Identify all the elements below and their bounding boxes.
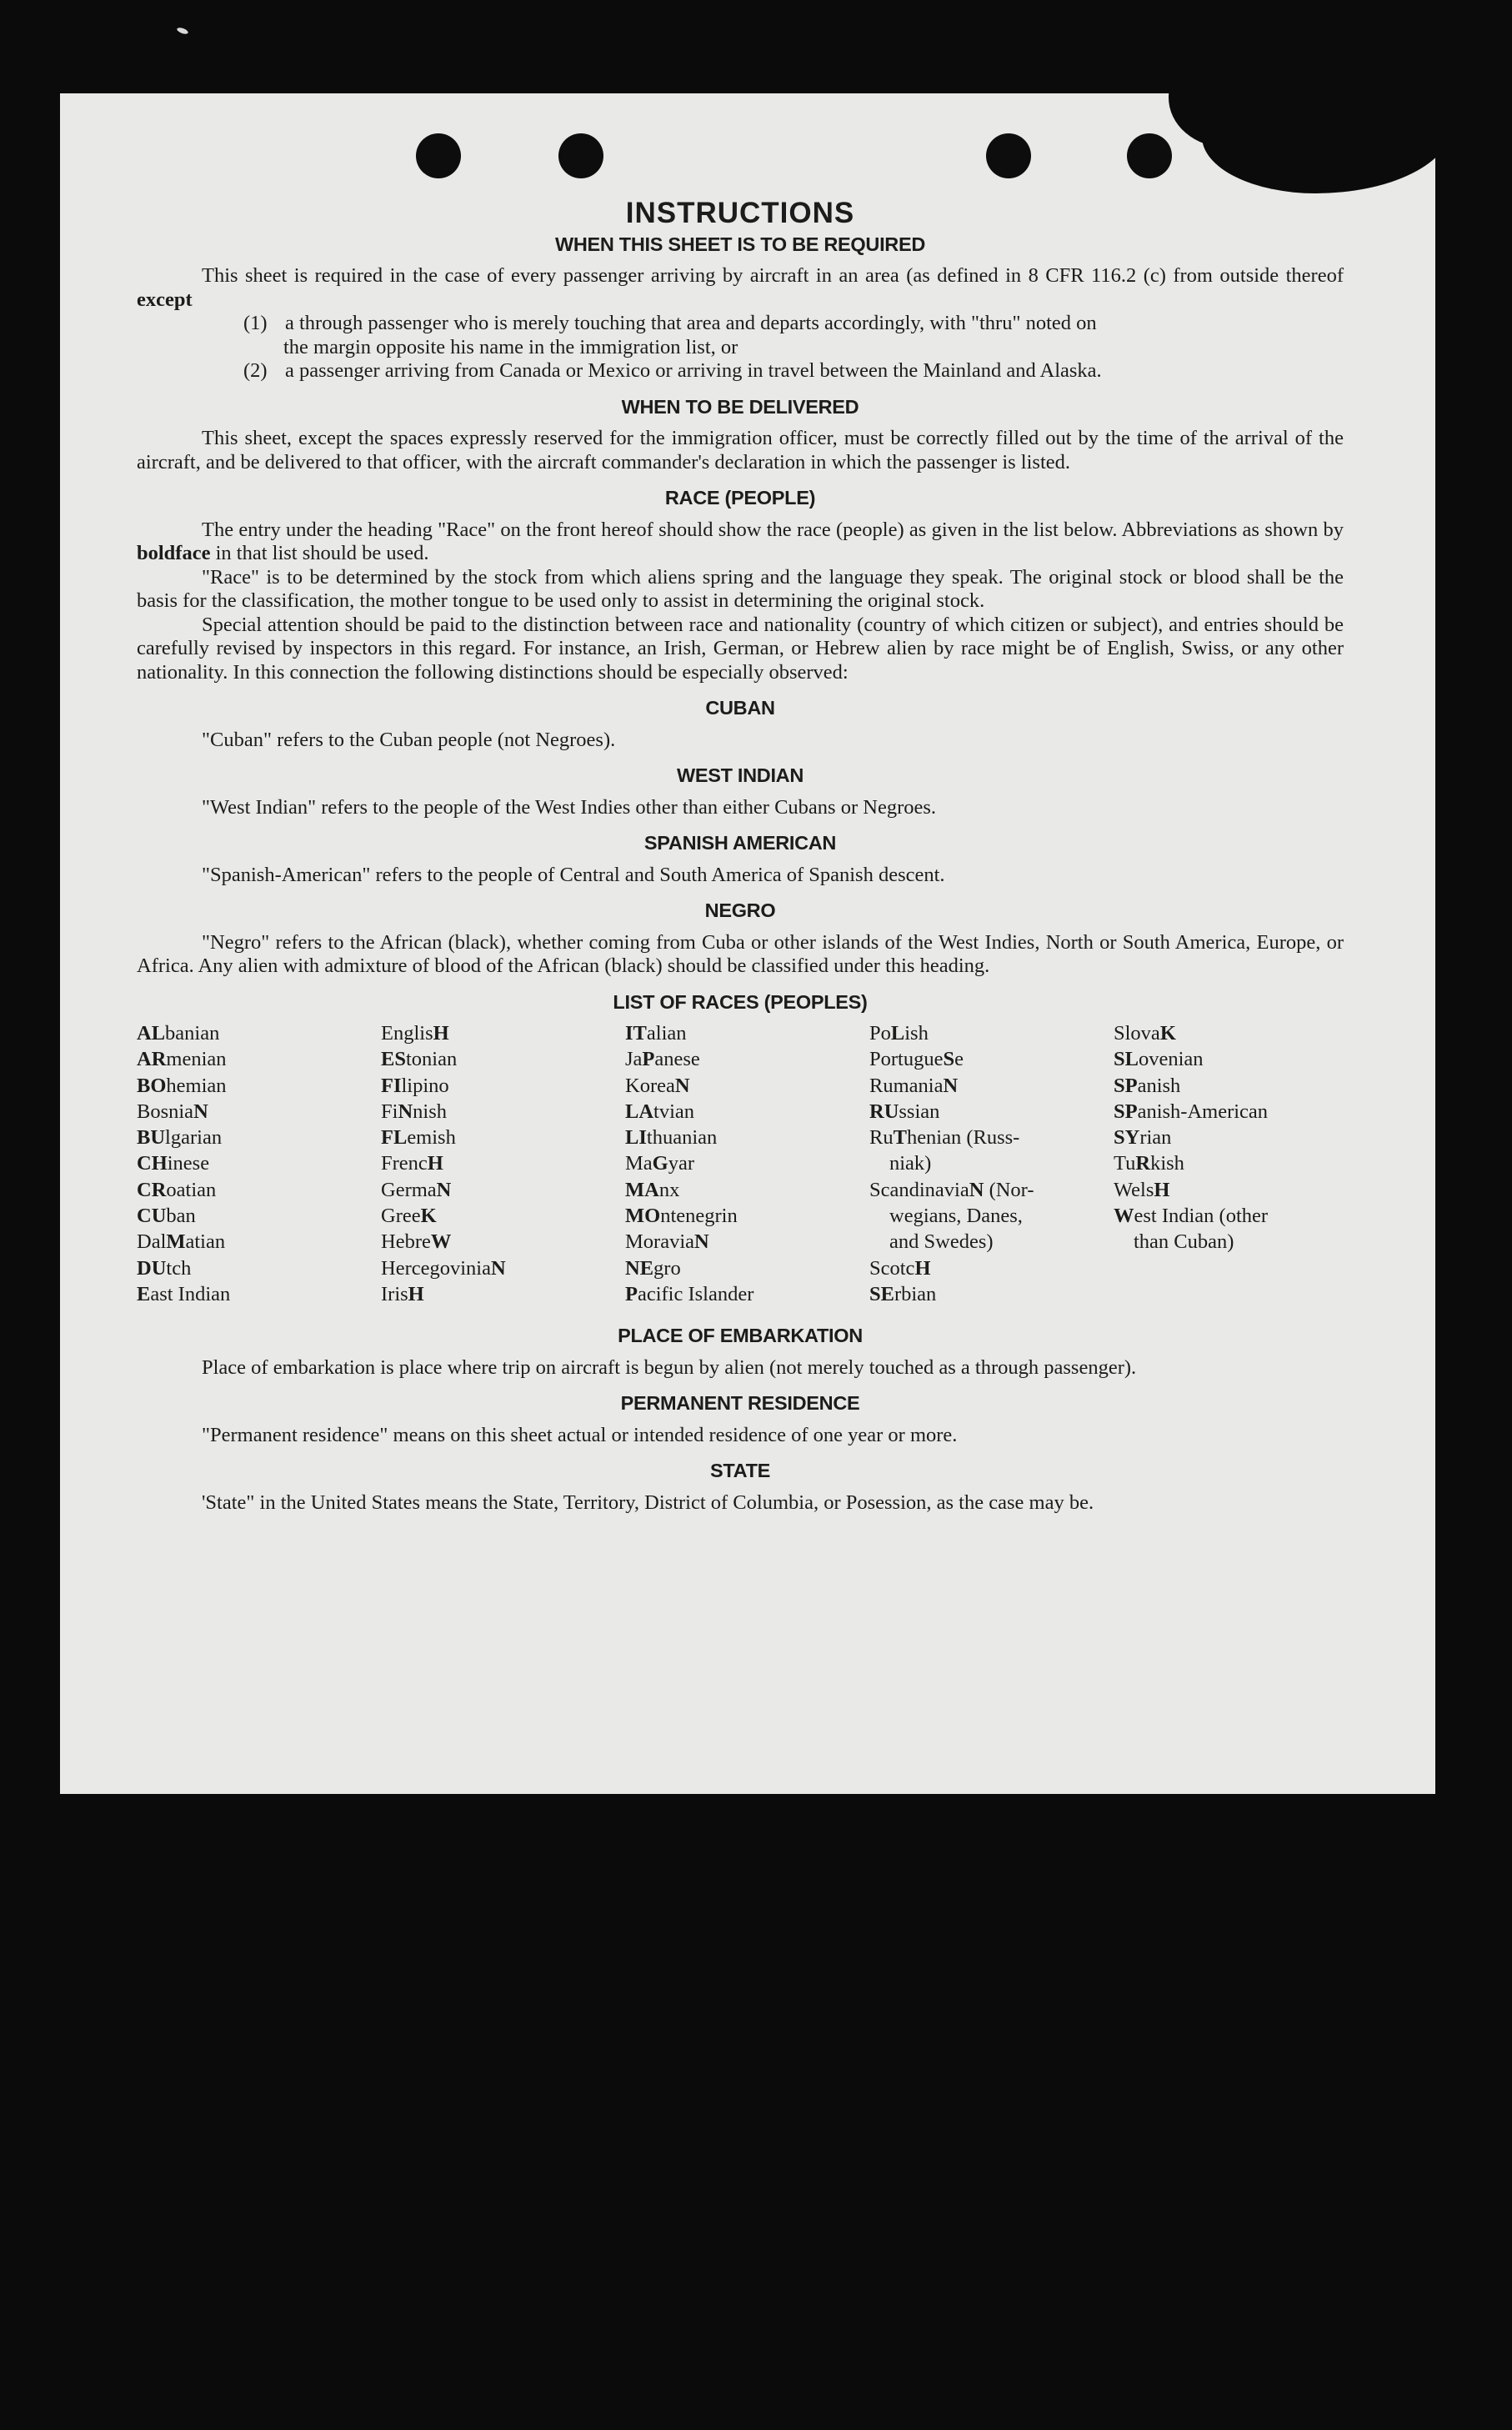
race-entry: West Indian (other [1114, 1205, 1269, 1228]
residence-text: "Permanent residence" means on this sheet actual or intended residence of one year or more. [202, 1423, 958, 1446]
punch-hole [416, 133, 461, 178]
heading-embarkation: PLACE OF EMBARKATION [618, 1325, 863, 1347]
race-entry: MaGyar [625, 1152, 695, 1175]
exception-text: a through passenger who is merely touching that area and departs accordingly, with "thru" noted on [285, 312, 1097, 334]
race-entry: WelsH [1114, 1178, 1170, 1201]
race-entry: Pacific Islander [625, 1282, 754, 1305]
race-entry: SPanish-American [1114, 1100, 1269, 1123]
required-intro-bold: except [137, 288, 193, 311]
race-entry: East Indian [137, 1282, 231, 1305]
race-p1-text-end: in that list should be used. [210, 542, 429, 564]
state-text: 'State" in the United States means the State, Territory, District of Columbia, or Posession, as the case may be. [202, 1491, 1094, 1514]
race-entry: CRoatian [137, 1178, 217, 1201]
heading-required: WHEN THIS SHEET IS TO BE REQUIRED [554, 233, 926, 255]
exception-number: (2) [243, 359, 268, 382]
race-column [869, 1020, 1114, 1307]
spanish-american-text: "Spanish-American" refers to the people of Central and South America of Spanish descent. [202, 863, 945, 886]
page-title: INSTRUCTIONS [625, 197, 855, 229]
document-sheet [60, 93, 1435, 1794]
race-list [137, 1020, 1344, 1307]
race-entry: RUssian [869, 1100, 940, 1123]
race-p1-text: The entry under the heading "Race" on the front hereof should show the race (people) as given in the list below. Abbreviations as shown by [202, 518, 1344, 541]
race-entry: ScandinaviaN (Nor- [869, 1178, 1034, 1201]
instructions-content [137, 197, 1344, 1515]
exception-item [137, 312, 1344, 336]
race-entry: PoLish [869, 1022, 929, 1045]
race-entry: HercegoviniaN [381, 1256, 506, 1280]
race-entry: IrisH [381, 1282, 424, 1305]
race-entry: FIlipino [381, 1074, 449, 1097]
race-entry: CHinese [137, 1152, 210, 1175]
race-column [381, 1020, 625, 1307]
race-entry-continued: than Cuban) [1134, 1230, 1234, 1254]
embarkation-text: Place of embarkation is place where trip on aircraft is begun by alien (not merely touched as a through passenger). [202, 1355, 1137, 1379]
race-entry: PortugueSe [869, 1048, 964, 1071]
race-entry: LAtvian [625, 1100, 695, 1123]
heading-residence: PERMANENT RESIDENCE [620, 1392, 860, 1415]
race-entry: MAnx [625, 1178, 680, 1201]
race-entry: JaPanese [625, 1048, 700, 1071]
race-entry: FrencH [381, 1152, 443, 1175]
exception-item [137, 359, 1344, 383]
heading-spanish-american: SPANISH AMERICAN [643, 832, 837, 854]
delivered-text: This sheet, except the spaces expressly reserved for the immigration officer, must be correctly filled out by the time of the arrival of the aircraft, and be delivered to that officer, with the aircraft commander's declaration in which the passenger is listed. [137, 427, 1344, 473]
race-entry: KoreaN [625, 1074, 690, 1097]
race-entry: EnglisH [381, 1022, 449, 1045]
race-entry: BUlgarian [137, 1126, 223, 1150]
race-entry: MoraviaN [625, 1230, 709, 1254]
negro-text: "Negro" refers to the African (black), whether coming from Cuba or other islands of the West Indies, North or South America, Europe, or Africa. Any alien with admixture of blood of the African (black) should be classified under this heading. [137, 930, 1344, 977]
race-p1-bold: boldface [137, 542, 211, 564]
race-column [1114, 1020, 1344, 1307]
race-entry: DUtch [137, 1256, 192, 1280]
punch-hole [1127, 133, 1172, 178]
race-column [625, 1020, 869, 1307]
heading-cuban: CUBAN [705, 697, 775, 719]
race-entry: MOntenegrin [625, 1205, 738, 1228]
race-entry: HebreW [381, 1230, 452, 1254]
race-entry: SPanish [1114, 1074, 1181, 1097]
race-column [137, 1020, 381, 1307]
race-entry: FiNnish [381, 1100, 447, 1123]
heading-race: RACE (PEOPLE) [664, 487, 816, 509]
race-entry-continued: wegians, Danes, [889, 1205, 1023, 1228]
race-entry: RuThenian (Russ- [869, 1126, 1020, 1150]
heading-state: STATE [709, 1460, 771, 1482]
cuban-text: "Cuban" refers to the Cuban people (not Negroes). [202, 728, 616, 751]
race-paragraph-2: "Race" is to be determined by the stock from which aliens spring and the language they speak. The original stock or blood shall be the basis for the classification, the mother tongue to be used only to assist in determining the original stock. [137, 565, 1344, 612]
heading-negro: NEGRO [704, 899, 776, 921]
punch-hole [986, 133, 1031, 178]
race-paragraph-1 [137, 519, 1344, 566]
required-intro [137, 264, 1344, 312]
required-intro-text: This sheet is required in the case of every passenger arriving by aircraft in an area (as defined in 8 CFR 116.2 (c) from outside thereof [202, 264, 1344, 287]
exception-number: (1) [243, 312, 268, 334]
race-entry: ARmenian [137, 1048, 227, 1071]
race-entry: ScotcH [869, 1256, 931, 1280]
race-entry: ITalian [625, 1022, 687, 1045]
race-paragraph-3: Special attention should be paid to the distinction between race and nationality (country of which citizen or subject), and entries should be carefully revised by inspectors in this regard. For instance, an Irish, German, or Hebrew alien by race might be of English, Swiss, or any other nationality. In this connection the following distinctions should be especially observed: [137, 613, 1344, 684]
race-entry: SlovaK [1114, 1022, 1176, 1045]
race-entry: DalMatian [137, 1230, 226, 1254]
race-entry: SLovenian [1114, 1048, 1204, 1071]
race-entry: SErbian [869, 1282, 937, 1305]
race-entry: SYrian [1114, 1126, 1172, 1150]
race-entry: TuRkish [1114, 1152, 1184, 1175]
race-entry: RumaniaN [869, 1074, 959, 1097]
race-entry: BosniaN [137, 1100, 208, 1123]
heading-race-list: LIST OF RACES (PEOPLES) [613, 990, 868, 1013]
race-entry: LIthuanian [625, 1126, 718, 1150]
race-entry-continued: niak) [889, 1152, 932, 1175]
race-entry: ALbanian [137, 1022, 220, 1045]
exception-text-continued: the margin opposite his name in the immigration list, or [283, 335, 738, 358]
race-entry: EStonian [381, 1048, 458, 1071]
punch-hole [558, 133, 603, 178]
race-entry: CUban [137, 1205, 196, 1228]
heading-west-indian: WEST INDIAN [676, 764, 804, 786]
race-entry-continued: and Swedes) [889, 1230, 994, 1254]
race-entry: GermaN [381, 1178, 452, 1201]
race-entry: GreeK [381, 1205, 437, 1228]
exception-text: a passenger arriving from Canada or Mexico or arriving in travel between the Mainland and Alaska. [285, 359, 1102, 382]
scan-speck [176, 27, 188, 35]
race-entry: FLemish [381, 1126, 456, 1150]
race-entry: BOhemian [137, 1074, 227, 1097]
race-entry: NEgro [625, 1256, 681, 1280]
west-indian-text: "West Indian" refers to the people of the West Indies other than either Cubans or Negroes. [202, 795, 937, 819]
heading-delivered: WHEN TO BE DELIVERED [621, 395, 859, 418]
